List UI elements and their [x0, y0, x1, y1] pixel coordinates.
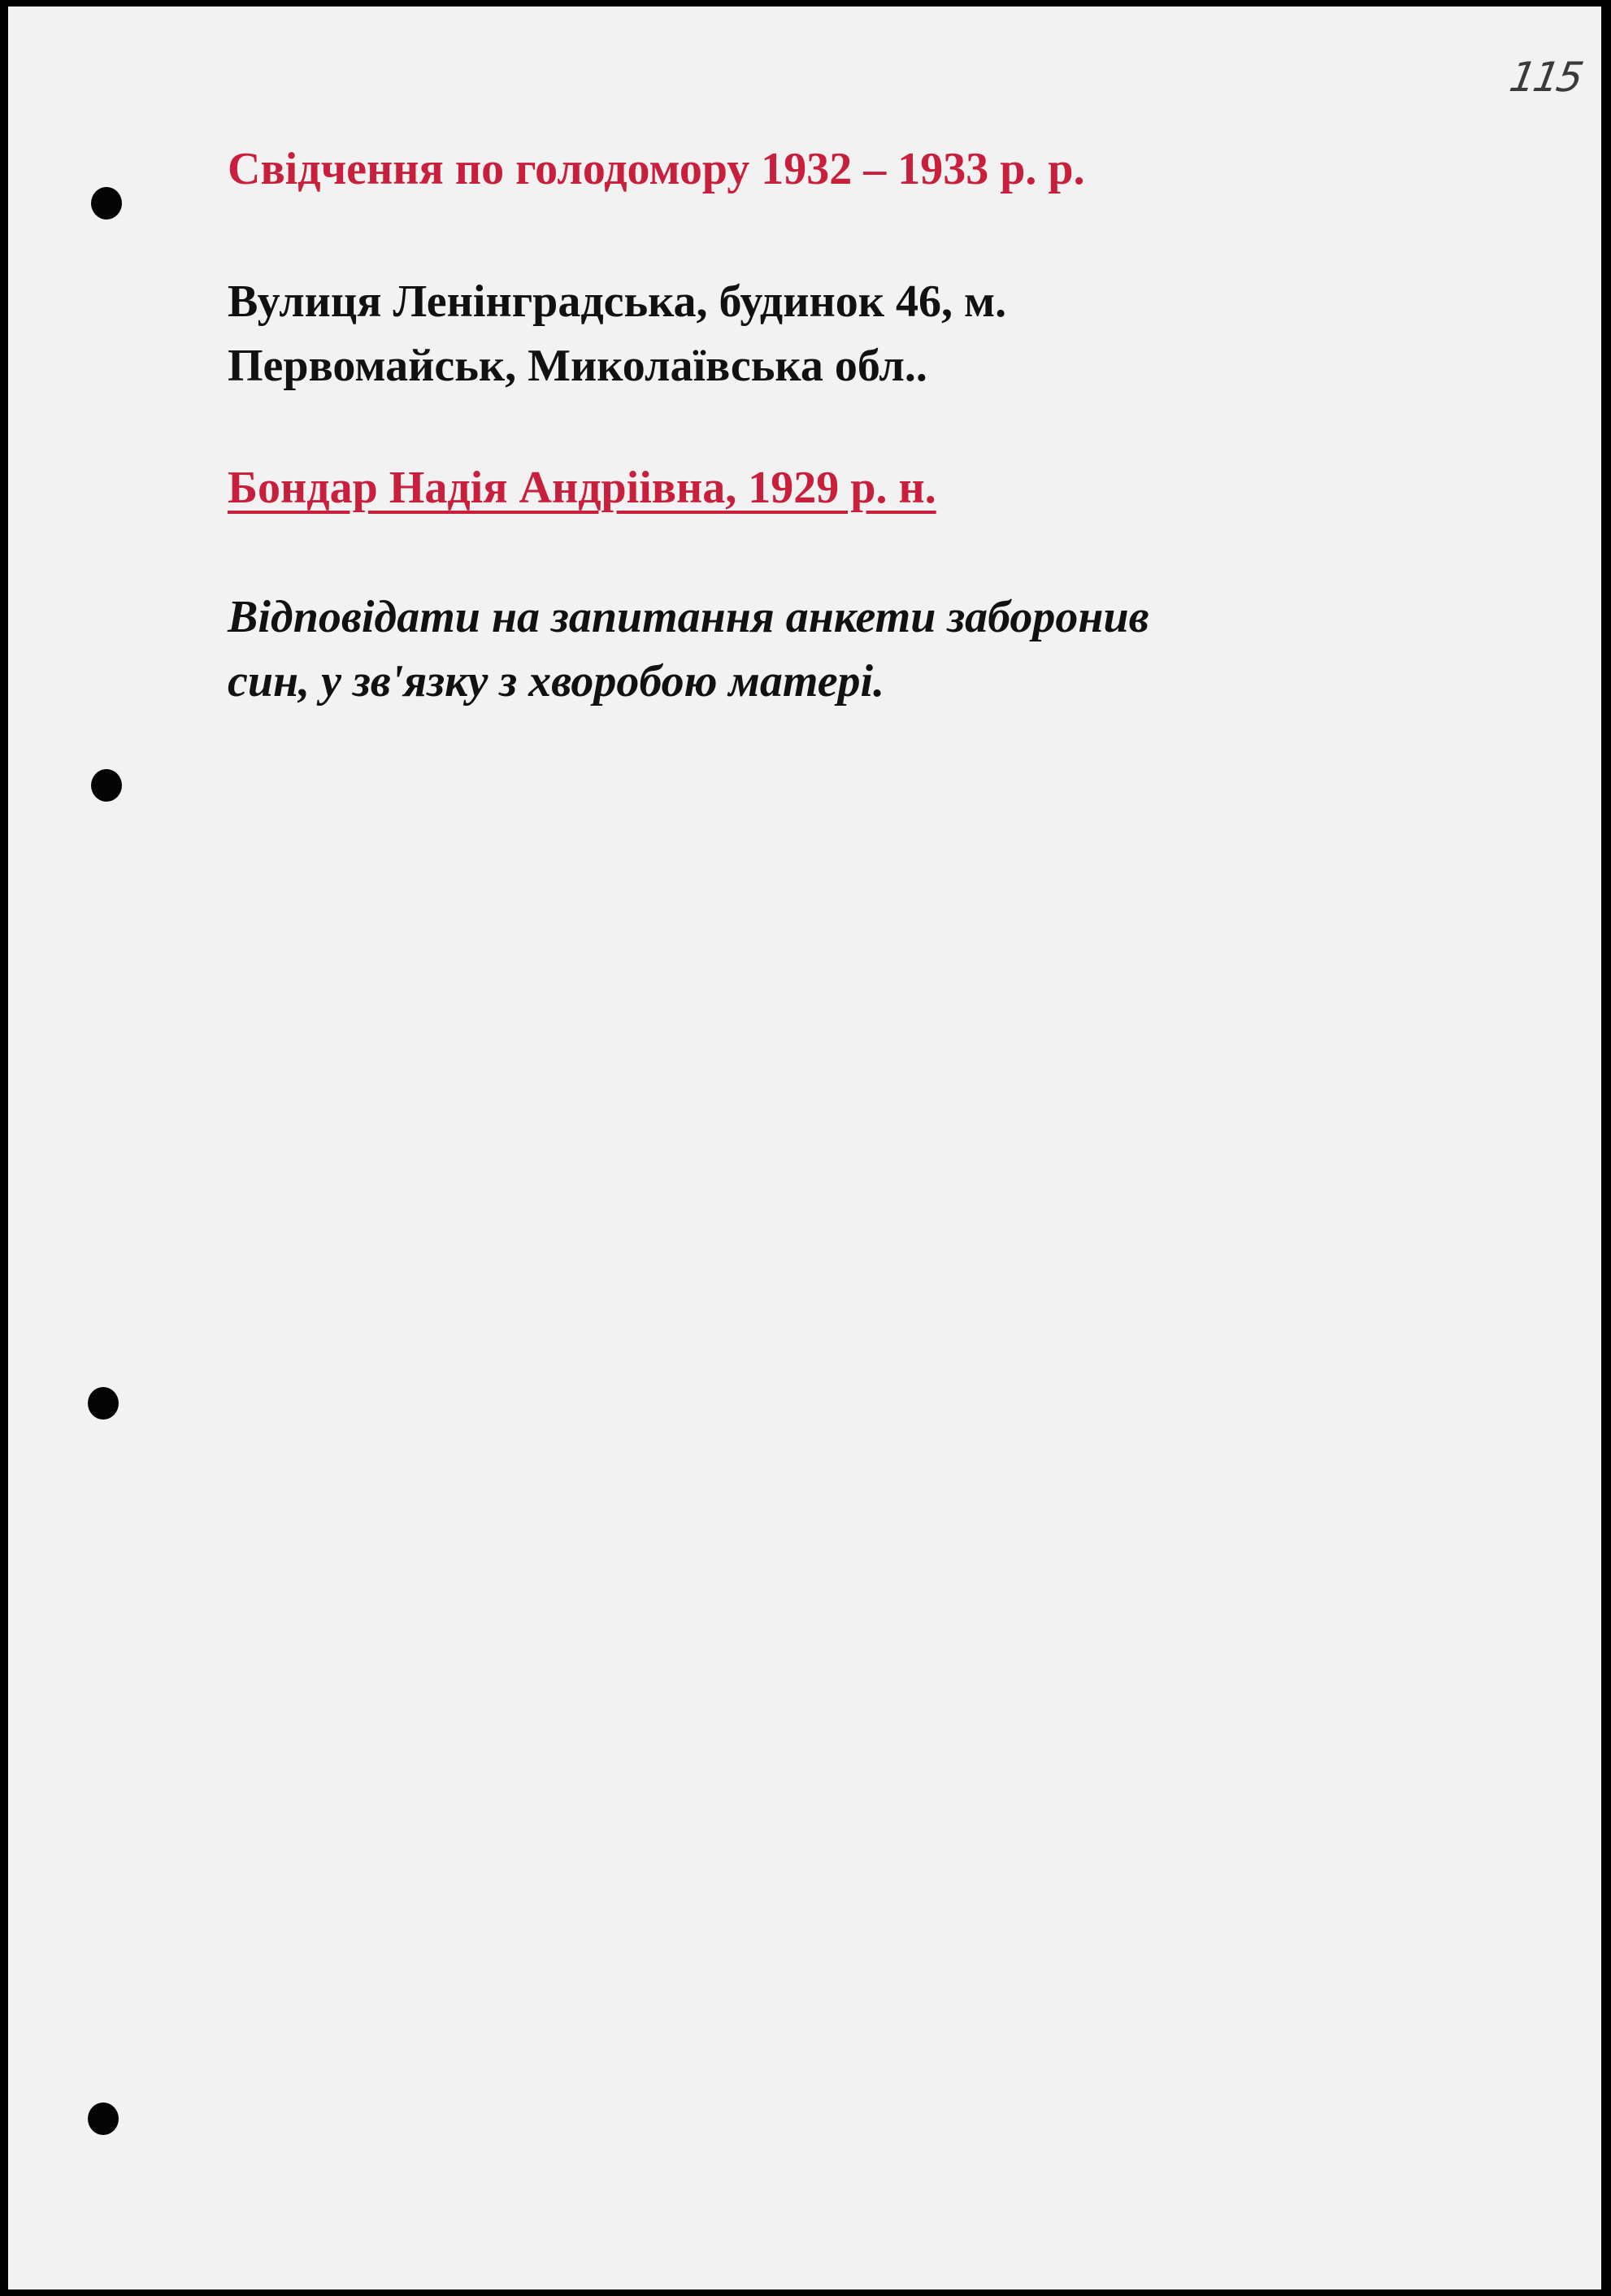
address-line: Первомайськ, Миколаївська обл..	[228, 341, 927, 391]
address-line: Вулиця Ленінградська, будинок 46, м.	[228, 276, 1007, 327]
note-line: син, у зв'язку з хворобою матері.	[228, 656, 885, 707]
handwritten-page-number: 115	[1505, 54, 1585, 101]
punch-hole	[91, 769, 122, 802]
refusal-note	[228, 585, 1149, 714]
punch-hole	[91, 187, 122, 220]
note-line: Відповідати на запитання анкети заборонив	[228, 592, 1149, 642]
document-page	[8, 7, 1601, 2289]
address-block	[228, 270, 1006, 398]
document-title: Свідчення по голодомору 1932 – 1933 р. р.	[228, 144, 1085, 194]
witness-name: Бондар Надія Андріівна, 1929 р. н.	[228, 463, 936, 513]
punch-hole	[88, 2102, 119, 2135]
punch-hole	[88, 1387, 119, 1420]
